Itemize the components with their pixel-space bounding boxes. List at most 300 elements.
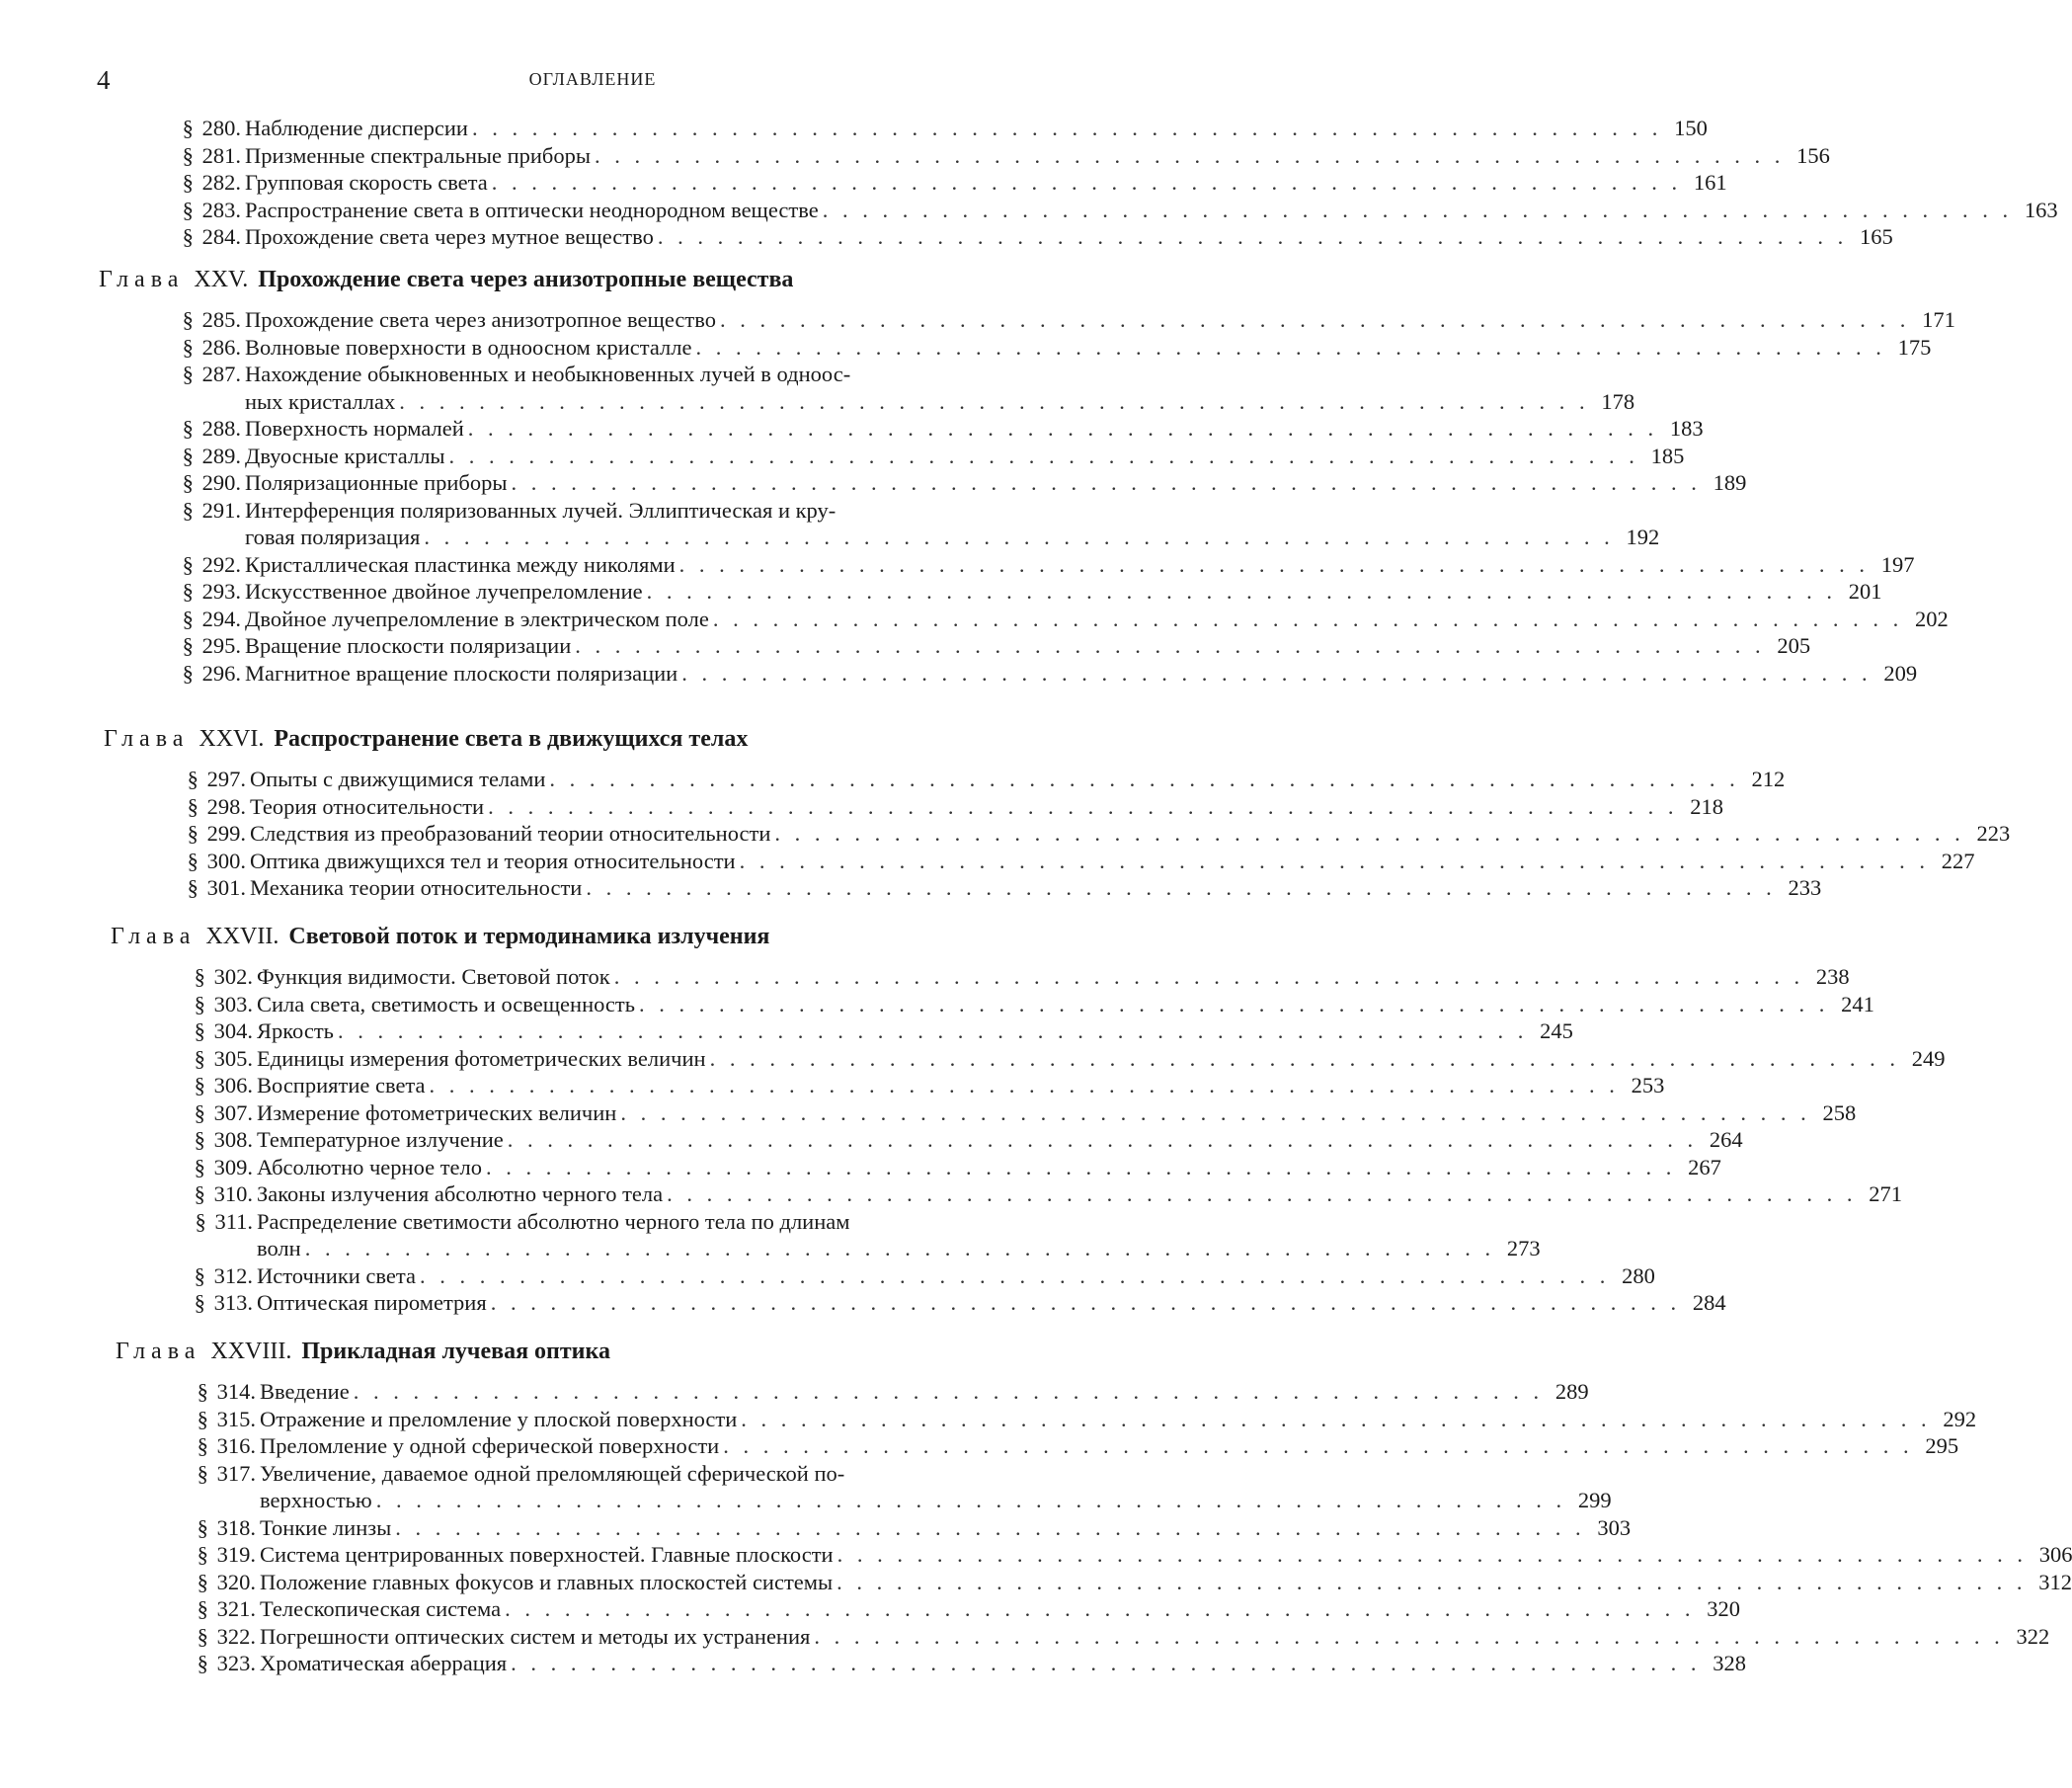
entry-title: говая поляризация — [245, 524, 424, 551]
toc-entry — [153, 793, 983, 821]
leader-dots: . . . . . . . . . . . . . . . . . . . . . . . . . . . . . . . . . . . . . . . . . . . . . . . . . . . . . . . . . . . . — [395, 1514, 1585, 1542]
section-number: § 295. — [148, 632, 241, 660]
entry-page-number: 249 — [1899, 1045, 1945, 1073]
leader-dots: . . . . . . . . . . . . . . . . . . . . . . . . . . . . . . . . . . . . . . . . . . . . . . . . . . . . . . . . . . . . — [430, 1072, 1620, 1099]
section-number-value: 290 — [202, 470, 236, 495]
section-number-value: 319 — [217, 1542, 251, 1567]
entry-page-number: 306 — [2027, 1541, 2072, 1569]
entry-page-number: 312 — [2027, 1569, 2072, 1596]
toc-entry — [148, 632, 978, 660]
section-number-value: 309 — [214, 1155, 248, 1179]
leader-dots: . . . . . . . . . . . . . . . . . . . . . . . . . . . . . . . . . . . . . . . . . . . . . . . . . . . . . . . . . . . . — [667, 1180, 1857, 1208]
section-number-value: 285 — [202, 307, 236, 332]
section-sign-icon: § — [198, 1595, 217, 1623]
toc-entry — [153, 820, 983, 848]
entry-title: Нахождение обыкновенных и необыкновенных лучей в однoос- — [245, 361, 850, 388]
section-number: § 308. — [160, 1126, 253, 1154]
section-number: § 290. — [148, 469, 241, 497]
entry-title: Оптическая пирометрия — [257, 1289, 491, 1317]
toc-entry — [163, 1460, 983, 1514]
section-number: § 318. — [163, 1514, 256, 1542]
entry-page-number: 322 — [2004, 1623, 2049, 1651]
section-number-value: 322 — [217, 1624, 251, 1649]
entry-title: Сила света, светимость и освещенность — [257, 991, 639, 1018]
section-sign-icon: § — [195, 1017, 214, 1045]
entry-page-number: 295 — [1913, 1432, 1958, 1460]
section-number-value: 301 — [207, 875, 241, 900]
section-sign-icon: § — [198, 1432, 217, 1460]
entry-title: Опыты с движущимися телами — [250, 766, 549, 793]
entry-page-number: 267 — [1676, 1154, 1721, 1181]
toc-entry — [163, 1650, 983, 1677]
chapter-title: Прохождение света через анизотропные вещества — [258, 267, 793, 292]
section-number-value: 306 — [214, 1073, 248, 1097]
toc-entry — [153, 848, 983, 875]
section-number: § 307. — [160, 1099, 253, 1127]
entry-title: Распределение светимости абсолютно черного тела по длинам — [257, 1208, 850, 1236]
section-number-value: 312 — [214, 1263, 248, 1288]
leader-dots: . . . . . . . . . . . . . . . . . . . . . . . . . . . . . . . . . . . . . . . . . . . . . . . . . . . . . . . . . . . . — [595, 142, 1785, 170]
section-sign-icon: § — [183, 415, 202, 443]
chapter-title: Распространение света в движущихся телах — [274, 726, 748, 752]
section-sign-icon: § — [198, 1378, 217, 1406]
leader-dots: . . . . . . . . . . . . . . . . . . . . . . . . . . . . . . . . . . . . . . . . . . . . . . . . . . . . . . . . . . . . — [508, 1126, 1698, 1154]
entry-title: Двуосные кристаллы — [245, 443, 449, 470]
entry-page-number: 175 — [1885, 334, 1931, 362]
entry-page-number: 201 — [1837, 578, 1882, 606]
leader-dots: . . . . . . . . . . . . . . . . . . . . . . . . . . . . . . . . . . . . . . . . . . . . . . . . . . . . . . . . . . . . — [710, 1045, 1900, 1073]
chapter-xxv — [0, 267, 1185, 687]
entry-page-number: 245 — [1528, 1017, 1573, 1045]
section-number-value: 305 — [214, 1046, 248, 1071]
entry-title: Призменные спектральные приборы — [245, 142, 595, 170]
section-sign-icon: § — [183, 361, 202, 388]
toc-entry — [160, 1099, 983, 1127]
entry-page-number: 192 — [1614, 524, 1659, 551]
entry-page-number: 273 — [1495, 1235, 1541, 1262]
section-sign-icon: § — [195, 1208, 214, 1236]
section-number: § 320. — [163, 1569, 256, 1596]
entry-title: Кристаллическая пластинка между николями — [245, 551, 679, 579]
entry-title: Наблюдение дисперсии — [245, 115, 472, 142]
section-sign-icon: § — [198, 1623, 217, 1651]
leader-dots: . . . . . . . . . . . . . . . . . . . . . . . . . . . . . . . . . . . . . . . . . . . . . . . . . . . . . . . . . . . . — [614, 963, 1804, 991]
toc-entry — [148, 306, 978, 334]
leader-dots: . . . . . . . . . . . . . . . . . . . . . . . . . . . . . . . . . . . . . . . . . . . . . . . . . . . . . . . . . . . . — [723, 1432, 1913, 1460]
section-sign-icon: § — [195, 963, 214, 991]
toc-entry — [160, 1072, 983, 1099]
leader-dots: . . . . . . . . . . . . . . . . . . . . . . . . . . . . . . . . . . . . . . . . . . . . . . . . . . . . . . . . . . . . — [837, 1569, 2027, 1596]
section-number: § 296. — [148, 660, 241, 688]
section-number-value: 311 — [214, 1209, 247, 1234]
leader-dots: . . . . . . . . . . . . . . . . . . . . . . . . . . . . . . . . . . . . . . . . . . . . . . . . . . . . . . . . . . . . — [586, 874, 1776, 902]
section-sign-icon: § — [183, 306, 202, 334]
section-number: § 281. — [148, 142, 241, 170]
chapter-number: XXVI. — [199, 726, 264, 752]
leader-dots: . . . . . . . . . . . . . . . . . . . . . . . . . . . . . . . . . . . . . . . . . . . . . . . . . . . . . . . . . . . . — [740, 848, 1930, 875]
section-number: § 301. — [153, 874, 246, 902]
section-number-value: 289 — [202, 444, 236, 468]
section-sign-icon: § — [198, 1650, 217, 1677]
leader-dots: . . . . . . . . . . . . . . . . . . . . . . . . . . . . . . . . . . . . . . . . . . . . . . . . . . . . . . . . . . . . — [472, 115, 1662, 142]
section-sign-icon: § — [188, 793, 207, 821]
leader-dots: . . . . . . . . . . . . . . . . . . . . . . . . . . . . . . . . . . . . . . . . . . . . . . . . . . . . . . . . . . . . — [679, 551, 1870, 579]
leader-dots: . . . . . . . . . . . . . . . . . . . . . . . . . . . . . . . . . . . . . . . . . . . . . . . . . . . . . . . . . . . . — [399, 388, 1589, 416]
section-sign-icon: § — [198, 1460, 217, 1488]
chapter-number: XXVII. — [205, 924, 279, 949]
toc-entry — [163, 1569, 983, 1596]
leader-dots: . . . . . . . . . . . . . . . . . . . . . . . . . . . . . . . . . . . . . . . . . . . . . . . . . . . . . . . . . . . . — [449, 443, 1639, 470]
entry-page-number: 227 — [1929, 848, 1974, 875]
toc-entry — [160, 1208, 983, 1262]
chapter-heading — [111, 924, 983, 953]
entry-page-number: 303 — [1585, 1514, 1631, 1542]
section-number-value: 307 — [214, 1100, 248, 1125]
entry-title: Поверхность нормалей — [245, 415, 468, 443]
section-number-value: 315 — [217, 1407, 251, 1431]
entry-page-number: 238 — [1804, 963, 1850, 991]
section-number: § 315. — [163, 1406, 256, 1433]
entry-title: Температурное излучение — [257, 1126, 508, 1154]
leader-dots: . . . . . . . . . . . . . . . . . . . . . . . . . . . . . . . . . . . . . . . . . . . . . . . . . . . . . . . . . . . . — [505, 1595, 1695, 1623]
toc-page — [0, 0, 1185, 1788]
toc-entry — [148, 415, 978, 443]
chapter-heading — [104, 726, 983, 756]
entry-page-number: 161 — [1682, 169, 1727, 197]
entry-page-number: 178 — [1589, 388, 1634, 416]
chapter-number: XXV. — [194, 267, 248, 292]
entry-title: Отражение и преломление у плоской поверхности — [260, 1406, 741, 1433]
section-number-value: 286 — [202, 335, 236, 360]
toc-entry — [163, 1432, 983, 1460]
leader-dots: . . . . . . . . . . . . . . . . . . . . . . . . . . . . . . . . . . . . . . . . . . . . . . . . . . . . . . . . . . . . — [492, 169, 1682, 197]
section-number-value: 293 — [202, 579, 236, 604]
section-number-value: 323 — [217, 1651, 251, 1675]
section-number-value: 297 — [207, 767, 241, 791]
section-number-value: 294 — [202, 607, 236, 631]
leader-dots: . . . . . . . . . . . . . . . . . . . . . . . . . . . . . . . . . . . . . . . . . . . . . . . . . . . . . . . . . . . . — [696, 334, 1886, 362]
entry-page-number: 197 — [1869, 551, 1914, 579]
toc-entry — [163, 1623, 983, 1651]
section-number-value: 308 — [214, 1127, 248, 1152]
section-number-value: 302 — [214, 964, 248, 989]
toc-entry — [148, 223, 978, 251]
section-sign-icon: § — [195, 1262, 214, 1290]
section-sign-icon: § — [195, 1126, 214, 1154]
leader-dots: . . . . . . . . . . . . . . . . . . . . . . . . . . . . . . . . . . . . . . . . . . . . . . . . . . . . . . . . . . . . — [486, 1154, 1676, 1181]
section-sign-icon: § — [198, 1514, 217, 1542]
leader-dots: . . . . . . . . . . . . . . . . . . . . . . . . . . . . . . . . . . . . . . . . . . . . . . . . . . . . . . . . . . . . — [354, 1378, 1544, 1406]
section-sign-icon: § — [183, 469, 202, 497]
section-number: § 297. — [153, 766, 246, 793]
toc-entry — [148, 197, 978, 224]
entry-page-number: 165 — [1848, 223, 1893, 251]
section-number-value: 284 — [202, 224, 236, 249]
entry-page-number: 241 — [1829, 991, 1874, 1018]
toc-entry — [163, 1595, 983, 1623]
leader-dots: . . . . . . . . . . . . . . . . . . . . . . . . . . . . . . . . . . . . . . . . . . . . . . . . . . . . . . . . . . . . — [549, 766, 1739, 793]
entry-page-number: 185 — [1638, 443, 1684, 470]
toc-entry — [148, 469, 978, 497]
chapter-word: Глава — [116, 1339, 200, 1364]
section-number: § 280. — [148, 115, 241, 142]
leader-dots: . . . . . . . . . . . . . . . . . . . . . . . . . . . . . . . . . . . . . . . . . . . . . . . . . . . . . . . . . . . . — [488, 793, 1678, 821]
toc-entry — [163, 1541, 983, 1569]
entry-page-number: 284 — [1681, 1289, 1726, 1317]
section-sign-icon: § — [183, 660, 202, 688]
entry-title: Хроматическая аберрация — [260, 1650, 511, 1677]
entry-title: Следствия из преобразований теории относительности — [250, 820, 774, 848]
section-number: § 288. — [148, 415, 241, 443]
section-number: § 286. — [148, 334, 241, 362]
section-number: § 321. — [163, 1595, 256, 1623]
entry-page-number: 299 — [1566, 1487, 1612, 1514]
entry-title: волн — [257, 1235, 305, 1262]
entry-page-number: 218 — [1678, 793, 1723, 821]
entry-page-number: 150 — [1662, 115, 1708, 142]
section-number: § 291. — [148, 497, 241, 525]
toc-entry — [153, 874, 983, 902]
leader-dots: . . . . . . . . . . . . . . . . . . . . . . . . . . . . . . . . . . . . . . . . . . . . . . . . . . . . . . . . . . . . — [837, 1541, 2028, 1569]
section-sign-icon: § — [188, 766, 207, 793]
leader-dots: . . . . . . . . . . . . . . . . . . . . . . . . . . . . . . . . . . . . . . . . . . . . . . . . . . . . . . . . . . . . — [511, 1650, 1701, 1677]
entry-page-number: 202 — [1903, 606, 1949, 633]
toc-entry — [160, 1289, 983, 1317]
section-number-value: 287 — [202, 362, 236, 386]
section-number-value: 316 — [217, 1433, 251, 1458]
chapter-xxvi — [0, 726, 1185, 902]
section-number-value: 300 — [207, 849, 241, 873]
section-number: § 311. — [160, 1208, 253, 1236]
entry-title: Телескопическая система — [260, 1595, 505, 1623]
toc-entry — [148, 334, 978, 362]
entry-page-number: 189 — [1701, 469, 1746, 497]
section-sign-icon: § — [198, 1541, 217, 1569]
entry-title: Волновые поверхности в одноосном кристалле — [245, 334, 696, 362]
section-number: § 309. — [160, 1154, 253, 1181]
entry-title: Погрешности оптических систем и методы их устранения — [260, 1623, 814, 1651]
section-sign-icon: § — [195, 991, 214, 1018]
leader-dots: . . . . . . . . . . . . . . . . . . . . . . . . . . . . . . . . . . . . . . . . . . . . . . . . . . . . . . . . . . . . — [575, 632, 1765, 660]
chapter-number: XXVIII. — [210, 1339, 291, 1364]
chapter-word: Глава — [99, 267, 184, 292]
section-number: § 305. — [160, 1045, 253, 1073]
section-sign-icon: § — [195, 1099, 214, 1127]
entry-page-number: 171 — [1910, 306, 1955, 334]
section-number: § 314. — [163, 1378, 256, 1406]
toc-entry — [148, 142, 978, 170]
section-sign-icon: § — [183, 115, 202, 142]
entry-title: Система центрированных поверхностей. Главные плоскости — [260, 1541, 837, 1569]
entry-title: Увеличение, даваемое одной преломляющей сферической по- — [260, 1460, 844, 1488]
section-number-value: 296 — [202, 661, 236, 686]
section-number-value: 280 — [202, 116, 236, 140]
section-sign-icon: § — [188, 820, 207, 848]
leader-dots: . . . . . . . . . . . . . . . . . . . . . . . . . . . . . . . . . . . . . . . . . . . . . . . . . . . . . . . . . . . . — [814, 1623, 2004, 1651]
leader-dots: . . . . . . . . . . . . . . . . . . . . . . . . . . . . . . . . . . . . . . . . . . . . . . . . . . . . . . . . . . . . — [658, 223, 1848, 251]
section-number: § 303. — [160, 991, 253, 1018]
entry-page-number: 264 — [1698, 1126, 1743, 1154]
entry-title: Тонкие линзы — [260, 1514, 395, 1542]
leader-dots: . . . . . . . . . . . . . . . . . . . . . . . . . . . . . . . . . . . . . . . . . . . . . . . . . . . . . . . . . . . . — [420, 1262, 1610, 1290]
entry-title: Измерение фотометрических величин — [257, 1099, 620, 1127]
section-number: § 285. — [148, 306, 241, 334]
section-sign-icon: § — [195, 1154, 214, 1181]
leader-dots: . . . . . . . . . . . . . . . . . . . . . . . . . . . . . . . . . . . . . . . . . . . . . . . . . . . . . . . . . . . . — [468, 415, 1658, 443]
section-number-value: 298 — [207, 794, 241, 819]
entry-title: Теория относительности — [250, 793, 488, 821]
section-number: § 284. — [148, 223, 241, 251]
entry-page-number: 271 — [1857, 1180, 1902, 1208]
entry-page-number: 223 — [1964, 820, 2010, 848]
section-number-value: 291 — [202, 498, 236, 523]
section-number-value: 288 — [202, 416, 236, 441]
entry-title: Поляризационные приборы — [245, 469, 512, 497]
leader-dots: . . . . . . . . . . . . . . . . . . . . . . . . . . . . . . . . . . . . . . . . . . . . . . . . . . . . . . . . . . . . — [823, 197, 2013, 224]
section-sign-icon: § — [183, 632, 202, 660]
section-sign-icon: § — [195, 1289, 214, 1317]
section-number-value: 282 — [202, 170, 236, 195]
section-number-value: 304 — [214, 1018, 248, 1043]
section-number: § 310. — [160, 1180, 253, 1208]
entry-page-number: 156 — [1785, 142, 1830, 170]
section-sign-icon: § — [183, 197, 202, 224]
entry-title: верхностью — [260, 1487, 376, 1514]
entry-title: Оптика движущихся тел и теория относительности — [250, 848, 740, 875]
toc-entry — [153, 766, 983, 793]
toc-entry — [160, 991, 983, 1018]
leader-dots: . . . . . . . . . . . . . . . . . . . . . . . . . . . . . . . . . . . . . . . . . . . . . . . . . . . . . . . . . . . . — [720, 306, 1910, 334]
section-number: § 292. — [148, 551, 241, 579]
entry-page-number: 212 — [1739, 766, 1785, 793]
toc-entry — [148, 361, 978, 415]
chapter-heading — [116, 1339, 983, 1368]
section-sign-icon: § — [198, 1569, 217, 1596]
toc-entry — [148, 578, 978, 606]
leader-dots: . . . . . . . . . . . . . . . . . . . . . . . . . . . . . . . . . . . . . . . . . . . . . . . . . . . . . . . . . . . . — [713, 606, 1903, 633]
section-sign-icon: § — [183, 334, 202, 362]
entry-page-number: 258 — [1810, 1099, 1856, 1127]
leader-dots: . . . . . . . . . . . . . . . . . . . . . . . . . . . . . . . . . . . . . . . . . . . . . . . . . . . . . . . . . . . . — [424, 524, 1614, 551]
toc-entry — [160, 963, 983, 991]
chapter-xxviii — [0, 1339, 1185, 1677]
section-number: § 293. — [148, 578, 241, 606]
section-number-value: 281 — [202, 143, 236, 168]
entry-title: Абсолютно черное тело — [257, 1154, 486, 1181]
leading-entries — [0, 115, 1185, 251]
toc-entry — [163, 1378, 983, 1406]
entry-title: Преломление у одной сферической поверхности — [260, 1432, 723, 1460]
toc-entry — [160, 1154, 983, 1181]
section-number-value: 314 — [217, 1379, 251, 1404]
leader-dots: . . . . . . . . . . . . . . . . . . . . . . . . . . . . . . . . . . . . . . . . . . . . . . . . . . . . . . . . . . . . — [376, 1487, 1566, 1514]
entry-title: Прохождение света через анизотропное вещество — [245, 306, 720, 334]
entry-page-number: 292 — [1931, 1406, 1976, 1433]
toc-entry — [148, 169, 978, 197]
toc-entry — [160, 1045, 983, 1073]
entry-title: Функция видимости. Световой поток — [257, 963, 614, 991]
section-number: § 312. — [160, 1262, 253, 1290]
section-sign-icon: § — [183, 169, 202, 197]
section-number-value: 320 — [217, 1570, 251, 1594]
section-number-value: 303 — [214, 992, 248, 1016]
leader-dots: . . . . . . . . . . . . . . . . . . . . . . . . . . . . . . . . . . . . . . . . . . . . . . . . . . . . . . . . . . . . — [681, 660, 1872, 688]
section-number: § 289. — [148, 443, 241, 470]
entry-title: Введение — [260, 1378, 354, 1406]
entry-title: Интерференция поляризованных лучей. Эллиптическая и кру- — [245, 497, 836, 525]
chapter-xxvii — [0, 924, 1185, 1317]
section-number: § 319. — [163, 1541, 256, 1569]
section-number-value: 299 — [207, 821, 241, 846]
section-number: § 300. — [153, 848, 246, 875]
section-sign-icon: § — [183, 443, 202, 470]
chapter-heading — [99, 267, 978, 296]
section-sign-icon: § — [183, 142, 202, 170]
chapter-title: Прикладная лучевая оптика — [301, 1339, 610, 1364]
entry-title: Двойное лучепреломление в электрическом поле — [245, 606, 713, 633]
section-sign-icon: § — [195, 1045, 214, 1073]
toc-entry — [148, 115, 978, 142]
section-number-value: 317 — [217, 1461, 251, 1486]
leader-dots: . . . . . . . . . . . . . . . . . . . . . . . . . . . . . . . . . . . . . . . . . . . . . . . . . . . . . . . . . . . . — [491, 1289, 1681, 1317]
section-number: § 287. — [148, 361, 241, 388]
section-number-value: 310 — [214, 1181, 248, 1206]
entry-title: Групповая скорость света — [245, 169, 492, 197]
chapter-title: Световой поток и термодинамика излучения — [288, 924, 769, 949]
entry-title: Единицы измерения фотометрических величин — [257, 1045, 710, 1073]
entry-title: Искусственное двойное лучепреломление — [245, 578, 647, 606]
entry-title: Восприятие света — [257, 1072, 430, 1099]
section-number: § 316. — [163, 1432, 256, 1460]
section-sign-icon: § — [188, 848, 207, 875]
entry-title: Прохождение света через мутное вещество — [245, 223, 658, 251]
leader-dots: . . . . . . . . . . . . . . . . . . . . . . . . . . . . . . . . . . . . . . . . . . . . . . . . . . . . . . . . . . . . — [774, 820, 1964, 848]
section-sign-icon: § — [195, 1072, 214, 1099]
entry-title: Распространение света в оптически неоднородном веществе — [245, 197, 823, 224]
toc-entry — [148, 606, 978, 633]
section-number: § 299. — [153, 820, 246, 848]
section-number: § 306. — [160, 1072, 253, 1099]
section-number-value: 318 — [217, 1515, 251, 1540]
entry-title: Положение главных фокусов и главных плоскостей системы — [260, 1569, 837, 1596]
toc-entry — [163, 1406, 983, 1433]
section-number: § 317. — [163, 1460, 256, 1488]
section-sign-icon: § — [195, 1180, 214, 1208]
section-number: § 282. — [148, 169, 241, 197]
page-header — [0, 65, 1185, 95]
toc-entry — [160, 1017, 983, 1045]
entry-title: Магнитное вращение плоскости поляризации — [245, 660, 681, 688]
entry-page-number: 233 — [1776, 874, 1821, 902]
toc-entry — [148, 660, 978, 688]
leader-dots: . . . . . . . . . . . . . . . . . . . . . . . . . . . . . . . . . . . . . . . . . . . . . . . . . . . . . . . . . . . . — [647, 578, 1837, 606]
toc-entry — [148, 551, 978, 579]
toc-entry — [160, 1180, 983, 1208]
leader-dots: . . . . . . . . . . . . . . . . . . . . . . . . . . . . . . . . . . . . . . . . . . . . . . . . . . . . . . . . . . . . — [338, 1017, 1528, 1045]
toc-entry — [148, 443, 978, 470]
entry-page-number: 253 — [1619, 1072, 1664, 1099]
section-sign-icon: § — [183, 606, 202, 633]
section-sign-icon: § — [183, 578, 202, 606]
chapter-word: Глава — [111, 924, 196, 949]
section-sign-icon: § — [183, 497, 202, 525]
entry-title: Вращение плоскости поляризации — [245, 632, 575, 660]
section-sign-icon: § — [188, 874, 207, 902]
page-number: 4 — [97, 65, 111, 96]
entry-title: Механика теории относительности — [250, 874, 586, 902]
leader-dots: . . . . . . . . . . . . . . . . . . . . . . . . . . . . . . . . . . . . . . . . . . . . . . . . . . . . . . . . . . . . — [639, 991, 1829, 1018]
entry-title: ных кристаллах — [245, 388, 399, 416]
